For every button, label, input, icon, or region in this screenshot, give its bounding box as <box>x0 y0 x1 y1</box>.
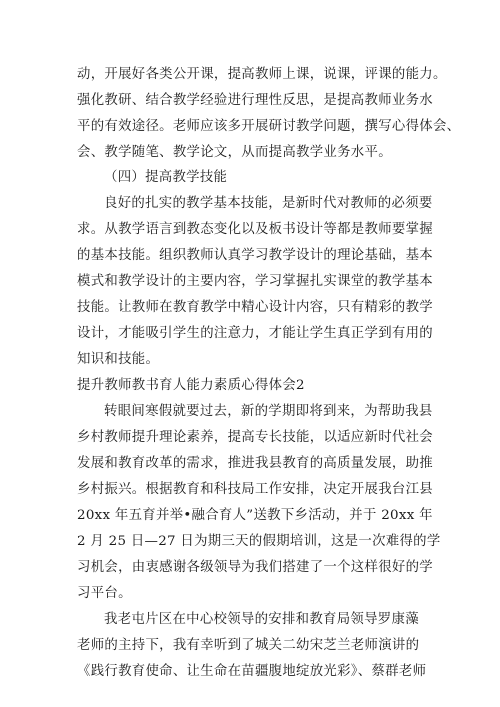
paragraph-line: 转眼间寒假就要过去，新的学期即将到来，为帮助我县 <box>104 404 433 419</box>
paragraph-line: 会、教学随笔、教学论文，从而提高教学业务水平。 <box>77 145 392 160</box>
document-title: 提升教师教书育人能力素质心得体会2 <box>77 378 305 393</box>
paragraph-line: 技能。让教师在教育教学中精心设计内容，只有精彩的教学 <box>77 300 433 315</box>
paragraph-line: 习平台。 <box>77 586 132 601</box>
paragraph-line: 《践行教育使命、让生命在苗疆腹地绽放光彩》、蔡群老师 <box>77 664 427 679</box>
paragraph-line: 强化教研、结合教学经验进行理性反思，是提高教师业务水 <box>77 93 433 108</box>
section-heading: （四）提高教学技能 <box>104 170 228 185</box>
paragraph-line: 的基本技能。组织教师认真学习教学设计的理论基础，基本 <box>77 248 433 263</box>
paragraph-line: 设计，才能吸引学生的注意力，才能让学生真正学到有用的 <box>77 326 433 341</box>
paragraph-line: 求。从教学语言到教态变化以及板书设计等都是教师要掌握 <box>77 222 433 237</box>
paragraph-line: 发展和教育改革的需求，推进我县教育的高质量发展，助推 <box>77 456 433 471</box>
paragraph-line: 模式和教学设计的主要内容，学习掌握扎实课堂的教学基本 <box>77 274 433 289</box>
paragraph-line: 动，开展好各类公开课，提高教师上课，说课，评课的能力。 <box>77 67 447 82</box>
paragraph-line: 20xx 年五育并举•融合育人”送教下乡活动，并于 20xx 年 <box>77 508 433 523</box>
paragraph-line: 老师的主持下，我有幸听到了城关二幼宋芝兰老师演讲的 <box>77 638 420 653</box>
paragraph-line: 良好的扎实的教学基本技能，是新时代对教师的必须要 <box>104 196 433 211</box>
paragraph-line: 2 月 25 日—27 日为期三天的假期培训，这是一次难得的学 <box>77 534 441 549</box>
paragraph-line: 我老屯片区在中心校领导的安排和教育局领导罗康藻 <box>104 612 419 627</box>
paragraph-line: 乡村振兴。根据教育和科技局工作安排，决定开展我台江县 <box>77 482 433 497</box>
paragraph-line: 知识和技能。 <box>77 352 160 367</box>
paragraph-line: 乡村教师提升理论素养，提高专长技能，以适应新时代社会 <box>77 430 433 445</box>
paragraph-line: 平的有效途径。老师应该多开展研讨教学问题，撰写心得体会、 <box>77 119 461 134</box>
paragraph-line: 习机会，由衷感谢各级领导为我们搭建了一个这样很好的学 <box>77 560 433 575</box>
